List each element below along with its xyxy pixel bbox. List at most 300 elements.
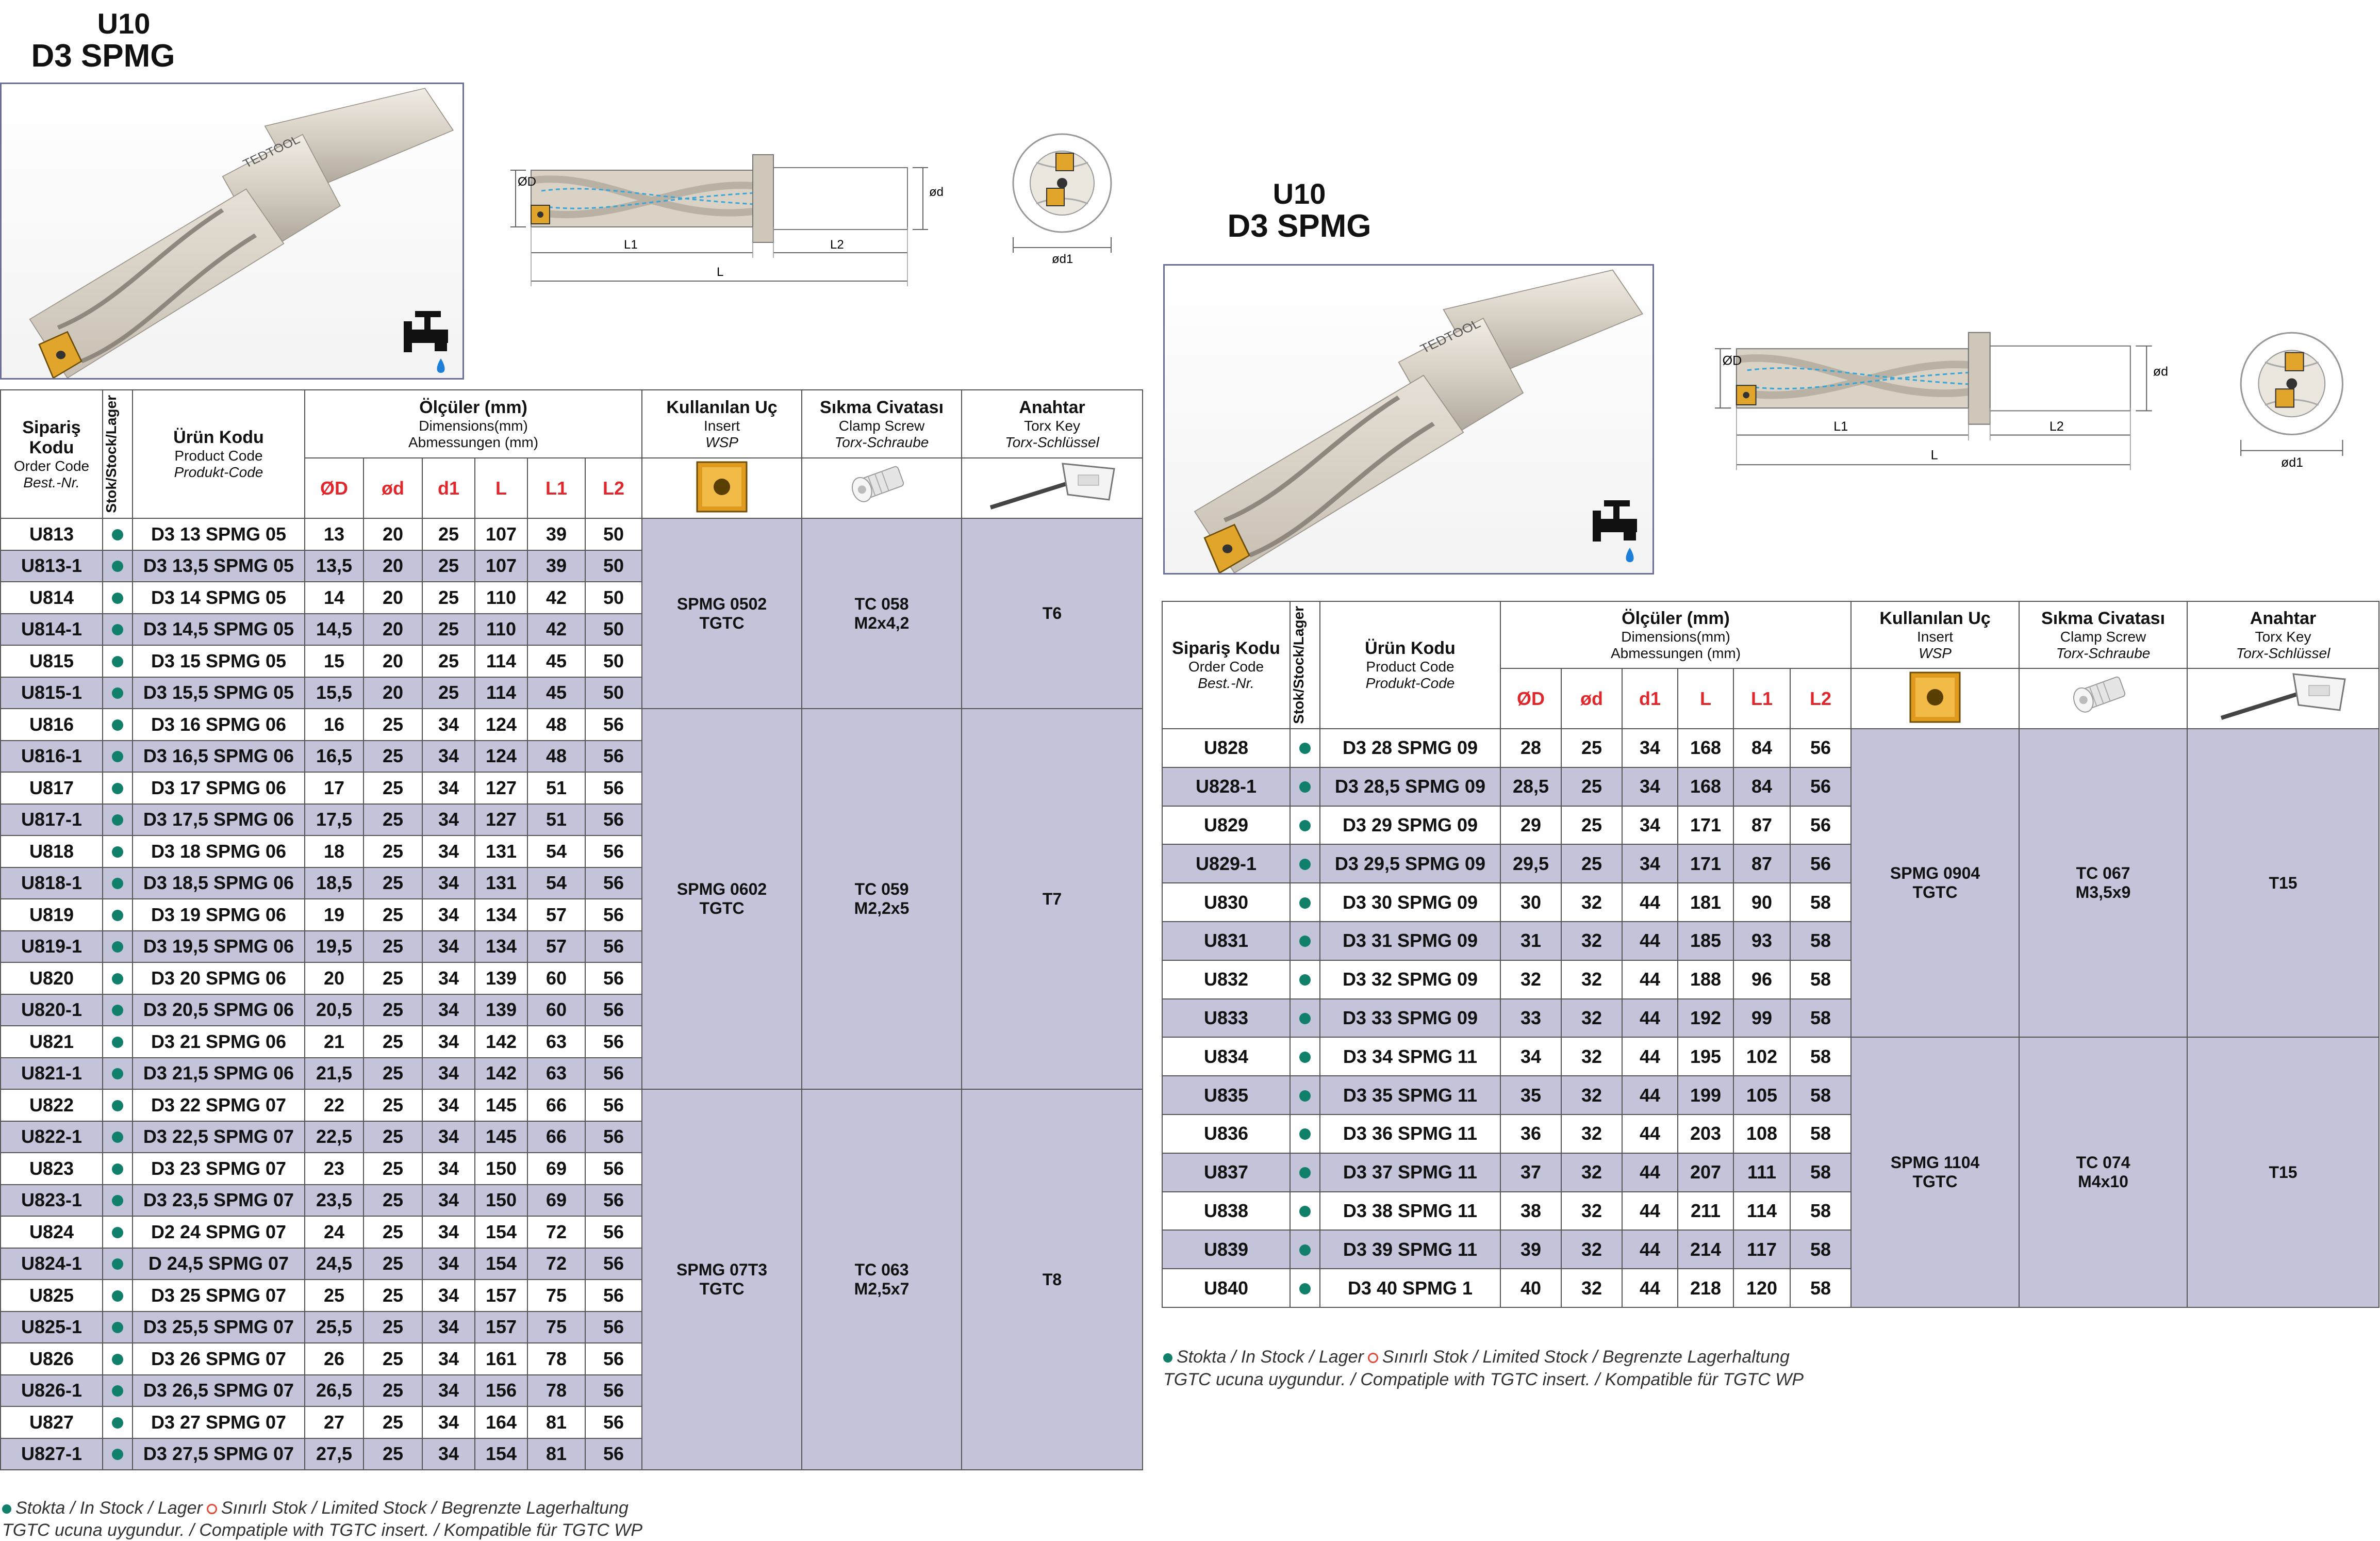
dim-l1-cell: 120 xyxy=(1733,1269,1790,1307)
dim-d1-cell: 25 xyxy=(422,550,475,582)
stock-cell xyxy=(1290,960,1320,999)
screw-header: Sıkma Civatası Clamp Screw Torx-Schraube xyxy=(802,390,962,458)
dim-d1-cell: 34 xyxy=(422,1153,475,1185)
stock-cell xyxy=(103,804,133,836)
dim-od-cell: 40 xyxy=(1500,1269,1561,1307)
stock-cell xyxy=(103,962,133,994)
dim-od-cell: 13 xyxy=(305,518,363,550)
in-stock-dot-icon xyxy=(112,1100,123,1111)
dim-l1-cell: 84 xyxy=(1733,729,1790,767)
product-code-cell: D3 39 SPMG 11 xyxy=(1320,1230,1500,1269)
in-stock-dot-icon xyxy=(112,1417,123,1429)
dim-l2-cell: 56 xyxy=(585,867,642,899)
dim-l-cell: 181 xyxy=(1678,883,1733,922)
order-code-cell: U818-1 xyxy=(1,867,103,899)
dim-l2-cell: 56 xyxy=(585,1343,642,1375)
dim-l-cell: 188 xyxy=(1678,960,1733,999)
dim-d-cell: 32 xyxy=(1561,1192,1622,1231)
product-code-cell: D3 29 SPMG 09 xyxy=(1320,806,1500,845)
insert-name: SPMG 1104 xyxy=(1890,1153,1980,1172)
dim-l-cell: 161 xyxy=(475,1343,527,1375)
dimensions-header: Ölçüler (mm) Dimensions(mm) Abmessungen (mm) xyxy=(305,390,642,458)
dim-l2-cell: 56 xyxy=(585,1153,642,1185)
order-code-cell: U824 xyxy=(1,1216,103,1248)
dim-l2-cell: 56 xyxy=(585,1216,642,1248)
dim-d1-cell: 34 xyxy=(422,709,475,741)
key-header: Anahtar Torx Key Torx-Schlüssel xyxy=(962,390,1143,458)
product-code-cell: D3 26 SPMG 07 xyxy=(133,1343,305,1375)
dim-l-cell: 199 xyxy=(1678,1076,1733,1114)
stock-cell xyxy=(103,1185,133,1217)
left-end-view xyxy=(1005,132,1124,266)
dim-l2-cell: 58 xyxy=(1790,960,1851,999)
order-code-cell: U813 xyxy=(1,518,103,550)
dim-l2-cell: 56 xyxy=(585,741,642,773)
l-label: L xyxy=(1930,448,1938,463)
limited-stock-ring-icon xyxy=(207,1504,217,1514)
dim-od-cell: 33 xyxy=(1500,999,1561,1038)
dim-l1-cell: 72 xyxy=(527,1248,585,1280)
dim-l-cell: 110 xyxy=(475,614,527,646)
screw-code: TC 067 xyxy=(2076,864,2130,883)
dim-d-cell: 25 xyxy=(363,931,422,963)
stock-cell xyxy=(1290,1037,1320,1076)
dim-od-cell: 24,5 xyxy=(305,1248,363,1280)
dim-l-cell: 211 xyxy=(1678,1192,1733,1231)
stock-cell xyxy=(103,899,133,931)
in-stock-dot-icon xyxy=(1299,743,1311,754)
dim-l-cell: 157 xyxy=(475,1312,527,1343)
product-code-header: Ürün Kodu Product Code Produkt-Code xyxy=(1320,601,1500,729)
dim-l2-cell: 56 xyxy=(585,1312,642,1343)
dim-l2-cell: 56 xyxy=(1790,767,1851,806)
product-code-cell: D3 16 SPMG 06 xyxy=(133,709,305,741)
dim-l2-cell: 56 xyxy=(585,962,642,994)
product-code-cell: D3 16,5 SPMG 06 xyxy=(133,741,305,773)
product-code-cell: D3 15,5 SPMG 05 xyxy=(133,677,305,709)
screw-header: Sıkma Civatası Clamp Screw Torx-Schraube xyxy=(2019,601,2187,668)
dim-l1-cell: 87 xyxy=(1733,806,1790,845)
in-stock-dot-icon xyxy=(112,1322,123,1333)
order-code-cell: U823 xyxy=(1,1153,103,1185)
insert-icon xyxy=(1909,671,1961,723)
dim-d1-cell: 34 xyxy=(422,1248,475,1280)
dim-od-cell: 18,5 xyxy=(305,867,363,899)
dim-d1-cell: 34 xyxy=(1622,806,1678,845)
key-image-cell xyxy=(962,458,1143,518)
left-spec-table xyxy=(0,389,1143,1470)
dim-col-L1: L1 xyxy=(1733,668,1790,729)
stock-cell xyxy=(1290,999,1320,1038)
order-code-cell: U840 xyxy=(1162,1269,1290,1307)
dim-l1-cell: 69 xyxy=(527,1153,585,1185)
dim-col-OD: ØD xyxy=(305,458,363,518)
left-title: U10 xyxy=(97,7,151,40)
d1-label: ød1 xyxy=(2281,455,2303,469)
order-code-cell: U828 xyxy=(1162,729,1290,767)
dim-l1-cell: 57 xyxy=(527,931,585,963)
product-code-cell: D3 13,5 SPMG 05 xyxy=(133,550,305,582)
product-code-cell: D 24,5 SPMG 07 xyxy=(133,1248,305,1280)
dim-od-cell: 14 xyxy=(305,582,363,614)
product-code-cell: D2 24 SPMG 07 xyxy=(133,1216,305,1248)
dim-od-cell: 30 xyxy=(1500,883,1561,922)
in-stock-dot-icon xyxy=(1299,897,1311,909)
dim-d-cell: 20 xyxy=(363,645,422,677)
dim-l-cell: 114 xyxy=(475,677,527,709)
stock-cell xyxy=(103,1280,133,1312)
order-code-cell: U829 xyxy=(1162,806,1290,845)
dim-d-cell: 32 xyxy=(1561,1114,1622,1153)
dim-d-cell: 25 xyxy=(363,1185,422,1217)
in-stock-dot-icon xyxy=(112,593,123,604)
dim-l2-cell: 50 xyxy=(585,582,642,614)
dim-od-cell: 14,5 xyxy=(305,614,363,646)
dim-l-cell: 207 xyxy=(1678,1153,1733,1192)
dim-l1-cell: 78 xyxy=(527,1343,585,1375)
product-code-cell: D3 20,5 SPMG 06 xyxy=(133,994,305,1026)
dim-l-cell: 107 xyxy=(475,550,527,582)
stock-header: Stok/Stock/Lager xyxy=(103,390,133,518)
in-stock-dot-icon xyxy=(112,846,123,858)
insert-grade: TGTC xyxy=(699,613,745,632)
stock-cell xyxy=(103,835,133,867)
product-code-cell: D3 23,5 SPMG 07 xyxy=(133,1185,305,1217)
table-row xyxy=(1162,1037,2379,1076)
dim-l1-cell: 102 xyxy=(1733,1037,1790,1076)
product-code-cell: D3 17,5 SPMG 06 xyxy=(133,804,305,836)
dim-l-cell: 154 xyxy=(475,1248,527,1280)
insert-grade: TGTC xyxy=(1912,883,1958,902)
product-code-cell: D3 23 SPMG 07 xyxy=(133,1153,305,1185)
left-technical-drawing xyxy=(510,150,954,299)
product-code-cell: D3 18,5 SPMG 06 xyxy=(133,867,305,899)
insert-group-cell xyxy=(1851,729,2019,1037)
dim-od-cell: 17,5 xyxy=(305,804,363,836)
dim-d-cell: 20 xyxy=(363,582,422,614)
dim-d1-cell: 34 xyxy=(422,994,475,1026)
dim-d1-cell: 25 xyxy=(422,614,475,646)
dim-d1-cell: 34 xyxy=(1622,844,1678,883)
dim-l1-cell: 51 xyxy=(527,772,585,804)
clamp-screw-icon xyxy=(2067,674,2139,720)
dim-l1-cell: 87 xyxy=(1733,844,1790,883)
dim-d-cell: 25 xyxy=(363,899,422,931)
dim-l-cell: 131 xyxy=(475,835,527,867)
dim-l2-cell: 56 xyxy=(585,772,642,804)
dim-d-cell: 25 xyxy=(363,835,422,867)
dim-l-cell: 164 xyxy=(475,1406,527,1438)
dim-l1-cell: 66 xyxy=(527,1089,585,1121)
order-code-cell: U837 xyxy=(1162,1153,1290,1192)
dim-l-cell: 195 xyxy=(1678,1037,1733,1076)
dim-d-cell: 25 xyxy=(363,1375,422,1407)
in-stock-dot-icon xyxy=(112,687,123,699)
dim-l1-cell: 81 xyxy=(527,1438,585,1470)
insert-name: SPMG 0904 xyxy=(1890,864,1980,883)
dim-od-cell: 20,5 xyxy=(305,994,363,1026)
dim-col-d1: d1 xyxy=(1622,668,1678,729)
dim-od-cell: 35 xyxy=(1500,1076,1561,1114)
in-stock-dot-icon xyxy=(112,1354,123,1365)
dim-l1-cell: 81 xyxy=(527,1406,585,1438)
dim-l2-cell: 58 xyxy=(1790,1269,1851,1307)
dimensions-header: Ölçüler (mm) Dimensions(mm) Abmessungen (mm) xyxy=(1500,601,1851,668)
stock-cell xyxy=(103,1058,133,1090)
stock-cell xyxy=(103,1406,133,1438)
dim-d-cell: 32 xyxy=(1561,1269,1622,1307)
key-group-cell: T6 xyxy=(962,518,1143,709)
dim-l1-cell: 39 xyxy=(527,518,585,550)
l2-label: L2 xyxy=(830,238,844,252)
in-stock-dot-icon xyxy=(112,751,123,762)
dim-d-cell: 25 xyxy=(363,804,422,836)
dim-d-cell: 25 xyxy=(363,709,422,741)
screw-size: M2x4,2 xyxy=(854,613,910,632)
in-stock-dot-icon xyxy=(1163,1353,1172,1363)
dim-l-cell: 171 xyxy=(1678,806,1733,845)
dim-l1-cell: 75 xyxy=(527,1312,585,1343)
product-code-cell: D3 22,5 SPMG 07 xyxy=(133,1121,305,1153)
order-code-cell: U839 xyxy=(1162,1230,1290,1269)
product-code-cell: D3 18 SPMG 06 xyxy=(133,835,305,867)
stock-cell xyxy=(103,1438,133,1470)
dim-l2-cell: 50 xyxy=(585,518,642,550)
insert-grade: TGTC xyxy=(1912,1172,1958,1191)
screw-size: M2,2x5 xyxy=(854,899,910,917)
product-code-cell: D3 21 SPMG 06 xyxy=(133,1026,305,1058)
dim-d1-cell: 44 xyxy=(1622,1153,1678,1192)
dim-d-cell: 25 xyxy=(363,741,422,773)
dim-od-cell: 31 xyxy=(1500,922,1561,960)
dim-l-cell: 150 xyxy=(475,1153,527,1185)
in-stock-dot-icon xyxy=(112,1163,123,1175)
dim-l1-cell: 84 xyxy=(1733,767,1790,806)
in-stock-dot-icon xyxy=(1299,1128,1311,1140)
dim-d-cell: 25 xyxy=(363,867,422,899)
dim-l-cell: 203 xyxy=(1678,1114,1733,1153)
dim-d-cell: 32 xyxy=(1561,883,1622,922)
dim-od-cell: 23 xyxy=(305,1153,363,1185)
order-code-cell: U816 xyxy=(1,709,103,741)
dim-d-cell: 25 xyxy=(363,1216,422,1248)
dim-d1-cell: 44 xyxy=(1622,883,1678,922)
insert-name: SPMG 07T3 xyxy=(676,1260,768,1279)
dim-d1-cell: 44 xyxy=(1622,922,1678,960)
product-code-cell: D3 31 SPMG 09 xyxy=(1320,922,1500,960)
stock-cell xyxy=(103,772,133,804)
dim-l1-cell: 72 xyxy=(527,1216,585,1248)
l2-label: L2 xyxy=(2049,419,2064,434)
order-code-cell: U822-1 xyxy=(1,1121,103,1153)
insert-image-cell xyxy=(642,458,802,518)
order-code-cell: U817-1 xyxy=(1,804,103,836)
dim-od-cell: 21 xyxy=(305,1026,363,1058)
dim-d1-cell: 44 xyxy=(1622,1230,1678,1269)
product-code-cell: D3 33 SPMG 09 xyxy=(1320,999,1500,1038)
dim-d-cell: 32 xyxy=(1561,1076,1622,1114)
in-stock-dot-icon xyxy=(112,719,123,731)
l1-label: L1 xyxy=(624,238,638,252)
product-code-cell: D3 17 SPMG 06 xyxy=(133,772,305,804)
stock-cell xyxy=(103,582,133,614)
stock-cell xyxy=(103,1121,133,1153)
l1-label: L1 xyxy=(1833,419,1848,434)
dim-d1-cell: 44 xyxy=(1622,960,1678,999)
order-code-cell: U820-1 xyxy=(1,994,103,1026)
dim-l-cell: 139 xyxy=(475,994,527,1026)
dim-l1-cell: 111 xyxy=(1733,1153,1790,1192)
dim-col-d: ød xyxy=(1561,668,1622,729)
dim-d1-cell: 34 xyxy=(422,1026,475,1058)
in-stock-dot-icon xyxy=(112,1385,123,1397)
dim-l2-cell: 58 xyxy=(1790,883,1851,922)
dim-d-cell: 25 xyxy=(363,1121,422,1153)
dim-od-cell: 27,5 xyxy=(305,1438,363,1470)
product-code-cell: D3 22 SPMG 07 xyxy=(133,1089,305,1121)
left-product-photo xyxy=(0,83,464,380)
dim-d-cell: 25 xyxy=(1561,844,1622,883)
key-group-cell: T15 xyxy=(2187,1037,2379,1307)
product-code-cell: D3 32 SPMG 09 xyxy=(1320,960,1500,999)
dim-l-cell: 185 xyxy=(1678,922,1733,960)
dim-l1-cell: 45 xyxy=(527,677,585,709)
product-code-cell: D3 25,5 SPMG 07 xyxy=(133,1312,305,1343)
dim-l1-cell: 117 xyxy=(1733,1230,1790,1269)
in-stock-dot-icon xyxy=(1299,781,1311,793)
product-code-cell: D3 20 SPMG 06 xyxy=(133,962,305,994)
in-stock-dot-icon xyxy=(112,1068,123,1079)
dim-l2-cell: 56 xyxy=(585,1121,642,1153)
in-stock-dot-icon xyxy=(1299,1244,1311,1256)
dim-l2-cell: 50 xyxy=(585,550,642,582)
in-stock-dot-icon xyxy=(112,1449,123,1460)
dim-od-cell: 29,5 xyxy=(1500,844,1561,883)
dim-d1-cell: 34 xyxy=(422,899,475,931)
dim-l2-cell: 58 xyxy=(1790,1114,1851,1153)
product-code-header: Ürün Kodu Product Code Produkt-Code xyxy=(133,390,305,518)
in-stock-dot-icon xyxy=(1299,1206,1311,1217)
dim-l2-cell: 56 xyxy=(1790,729,1851,767)
dim-od-cell: 36 xyxy=(1500,1114,1561,1153)
screw-image-cell xyxy=(2019,668,2187,729)
product-code-cell: D3 30 SPMG 09 xyxy=(1320,883,1500,922)
dim-od-cell: 19 xyxy=(305,899,363,931)
table-row xyxy=(1,709,1143,741)
dim-l-cell: 168 xyxy=(1678,767,1733,806)
dim-l1-cell: 63 xyxy=(527,1058,585,1090)
stock-cell xyxy=(103,1375,133,1407)
dim-od-cell: 34 xyxy=(1500,1037,1561,1076)
dim-l2-cell: 58 xyxy=(1790,1230,1851,1269)
dim-l1-cell: 78 xyxy=(527,1375,585,1407)
in-stock-dot-icon xyxy=(112,1132,123,1143)
screw-group-cell xyxy=(2019,1037,2187,1307)
dim-l1-cell: 114 xyxy=(1733,1192,1790,1231)
dim-l2-cell: 56 xyxy=(585,1406,642,1438)
in-stock-dot-icon xyxy=(112,1258,123,1270)
in-stock-dot-icon xyxy=(1299,1052,1311,1063)
stock-cell xyxy=(1290,767,1320,806)
insert-group-cell xyxy=(642,709,802,1089)
screw-group-cell xyxy=(802,1089,962,1470)
in-stock-dot-icon xyxy=(112,1290,123,1302)
left-subtitle: D3 SPMG xyxy=(31,38,175,74)
order-code-cell: U830 xyxy=(1162,883,1290,922)
left-footer-stock: Stokta / In Stock / Lager Sınırlı Stok / Limited Stock / Begrenzte Lagerhaltung xyxy=(2,1498,629,1518)
dim-l-cell: 139 xyxy=(475,962,527,994)
table-row xyxy=(1,1089,1143,1121)
dim-od-cell: 13,5 xyxy=(305,550,363,582)
insert-name: SPMG 0502 xyxy=(676,594,767,613)
stock-cell xyxy=(103,1343,133,1375)
dim-l1-cell: 66 xyxy=(527,1121,585,1153)
in-stock-dot-icon xyxy=(112,561,123,572)
left-footer-note: TGTC ucuna uygundur. / Compatiple with TGTC insert. / Kompatible für TGTC WP xyxy=(2,1520,643,1540)
stock-cell xyxy=(1290,1192,1320,1231)
product-code-cell: D3 26,5 SPMG 07 xyxy=(133,1375,305,1407)
order-code-cell: U819-1 xyxy=(1,931,103,963)
dim-d1-cell: 44 xyxy=(1622,1076,1678,1114)
dim-d-cell: 25 xyxy=(363,1312,422,1343)
stock-cell xyxy=(103,867,133,899)
product-code-cell: D3 38 SPMG 11 xyxy=(1320,1192,1500,1231)
in-stock-dot-icon xyxy=(112,783,123,794)
in-stock-dot-icon xyxy=(1299,859,1311,870)
dim-od-cell: 26,5 xyxy=(305,1375,363,1407)
order-code-cell: U827-1 xyxy=(1,1438,103,1470)
dim-l-cell: 110 xyxy=(475,582,527,614)
order-code-cell: U832 xyxy=(1162,960,1290,999)
dim-d-cell: 25 xyxy=(363,994,422,1026)
product-code-cell: D3 34 SPMG 11 xyxy=(1320,1037,1500,1076)
stock-cell xyxy=(103,1216,133,1248)
key-header: Anahtar Torx Key Torx-Schlüssel xyxy=(2187,601,2379,668)
dim-od-cell: 22 xyxy=(305,1089,363,1121)
dim-d-cell: 20 xyxy=(363,550,422,582)
dim-l2-cell: 56 xyxy=(585,804,642,836)
order-code-cell: U828-1 xyxy=(1162,767,1290,806)
product-code-cell: D3 28,5 SPMG 09 xyxy=(1320,767,1500,806)
right-title: U10 xyxy=(1272,177,1326,210)
dim-d-cell: 32 xyxy=(1561,922,1622,960)
od-label: ØD xyxy=(518,175,536,189)
drill-image xyxy=(1165,266,1652,573)
dim-d1-cell: 34 xyxy=(422,1089,475,1121)
insert-group-cell xyxy=(642,518,802,709)
product-code-cell: D3 14 SPMG 05 xyxy=(133,582,305,614)
dim-l-cell: 142 xyxy=(475,1026,527,1058)
dim-l-cell: 107 xyxy=(475,518,527,550)
dim-d-cell: 25 xyxy=(363,1406,422,1438)
dim-d-cell: 20 xyxy=(363,677,422,709)
in-stock-dot-icon xyxy=(112,1195,123,1206)
dim-d-cell: 25 xyxy=(363,1343,422,1375)
dim-l2-cell: 56 xyxy=(585,835,642,867)
right-footer-stock: Stokta / In Stock / Lager Sınırlı Stok / Limited Stock / Begrenzte Lagerhaltung xyxy=(1163,1347,1790,1367)
dim-col-L2: L2 xyxy=(1790,668,1851,729)
right-product-photo xyxy=(1163,264,1654,575)
dim-d-cell: 32 xyxy=(1561,999,1622,1038)
dim-l-cell: 171 xyxy=(1678,844,1733,883)
dim-od-cell: 26 xyxy=(305,1343,363,1375)
dim-l2-cell: 50 xyxy=(585,677,642,709)
screw-group-cell xyxy=(802,709,962,1089)
dim-l1-cell: 57 xyxy=(527,899,585,931)
dim-od-cell: 24 xyxy=(305,1216,363,1248)
dim-od-cell: 16 xyxy=(305,709,363,741)
dim-d-cell: 32 xyxy=(1561,960,1622,999)
